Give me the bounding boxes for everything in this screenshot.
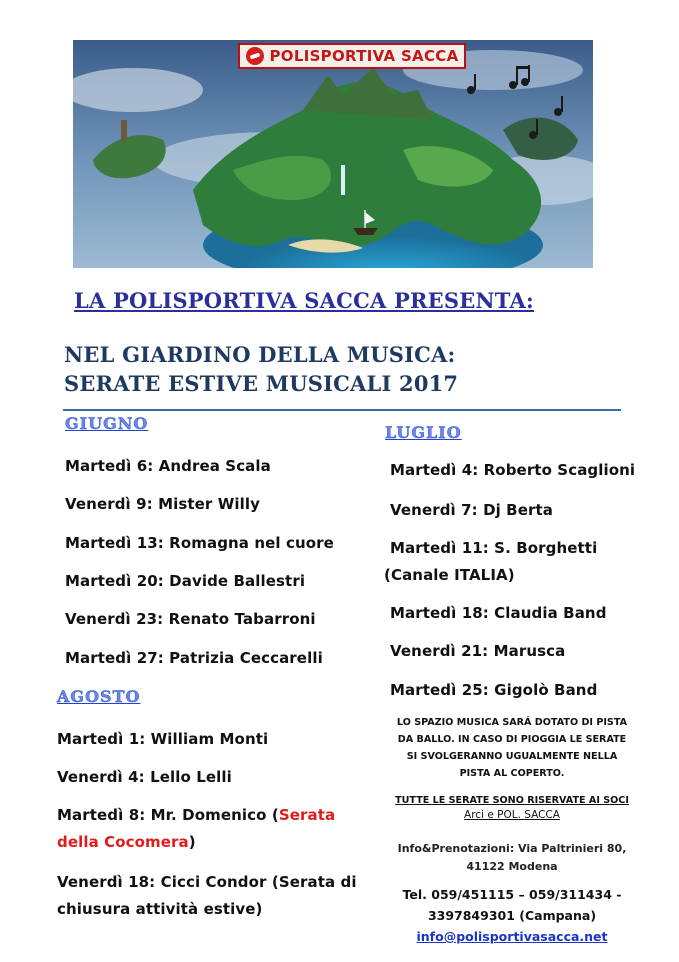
event-item: Martedì 25: Gigolò Band [390, 681, 598, 699]
members-line: TUTTE LE SERATE SONO RISERVATE AI SOCI [395, 795, 629, 806]
note-line: LO SPAZIO MUSICA SARÁ DOTATO DI PISTA [396, 717, 628, 728]
note-line: PISTA AL COPERTO. [459, 768, 565, 779]
event-item: Martedì 1: William Monti [57, 730, 269, 748]
event-item: (Canale ITALIA) [384, 566, 515, 584]
event-text: Martedì 8: Mr. Domenico ( [57, 806, 279, 824]
info-address: Info&Prenotazioni: Via Paltrinieri 80, [397, 842, 627, 855]
month-heading-agosto: AGOSTO [57, 687, 141, 706]
event-item-cocomera-cont [57, 833, 196, 851]
event-item: Martedì 27: Patrizia Ceccarelli [65, 649, 323, 667]
email-link[interactable]: info@polisportivasacca.net [416, 929, 608, 944]
event-item: Venerdì 9: Mister Willy [65, 495, 260, 513]
event-item: Martedì 18: Claudia Band [390, 604, 607, 622]
event-highlight: della Cocomera [57, 833, 189, 851]
contact-block [372, 884, 652, 947]
event-highlight: Serata [278, 806, 336, 824]
note-line: DA BALLO. IN CASO DI PIOGGIA LE SERATE [397, 734, 627, 745]
event-item: Martedì 20: Davide Ballestri [65, 572, 306, 590]
members-note [382, 793, 642, 823]
polisportiva-logo-icon [246, 47, 264, 65]
event-title-line2: SERATE ESTIVE MUSICALI 2017 [64, 371, 459, 396]
event-item: Venerdì 7: Dj Berta [390, 501, 553, 519]
event-item: Martedì 6: Andrea Scala [65, 457, 271, 475]
event-item: Venerdì 21: Marusca [390, 642, 566, 660]
presents-heading: LA POLISPORTIVA SACCA PRESENTA: [74, 288, 534, 313]
event-item-cocomera [57, 806, 335, 824]
event-item: Venerdì 4: Lello Lelli [57, 768, 232, 786]
event-title-line1: NEL GIARDINO DELLA MUSICA: [64, 342, 456, 367]
banner-illustration [73, 40, 593, 268]
phone-numbers: Tel. 059/451115 – 059/311434 - [402, 887, 622, 902]
event-item: Martedì 13: Romagna nel cuore [65, 534, 334, 552]
month-heading-giugno: GIUGNO [65, 414, 149, 433]
members-line: Arci e POL. SACCA [464, 809, 560, 821]
banner-sign-text: POLISPORTIVA SACCA [269, 47, 459, 65]
banner-sign [238, 43, 466, 69]
info-block [382, 840, 642, 876]
title-divider [63, 409, 621, 411]
event-item: Martedì 4: Roberto Scaglioni [390, 461, 636, 479]
phone-mobile: 3397849301 (Campana) [427, 908, 597, 923]
event-item: chiusura attività estive) [57, 900, 263, 918]
event-text: ) [188, 833, 196, 851]
event-item: Martedì 11: S. Borghetti [390, 539, 598, 557]
month-heading-luglio: LUGLIO [385, 423, 462, 442]
note-line: SI SVOLGERANNO UGUALMENTE NELLA [406, 751, 618, 762]
info-city: 41122 Modena [466, 860, 558, 873]
event-item: Venerdì 23: Renato Tabarroni [65, 610, 316, 628]
dance-floor-note [382, 714, 642, 782]
event-item: Venerdì 18: Cicci Condor (Serata di [57, 873, 357, 891]
